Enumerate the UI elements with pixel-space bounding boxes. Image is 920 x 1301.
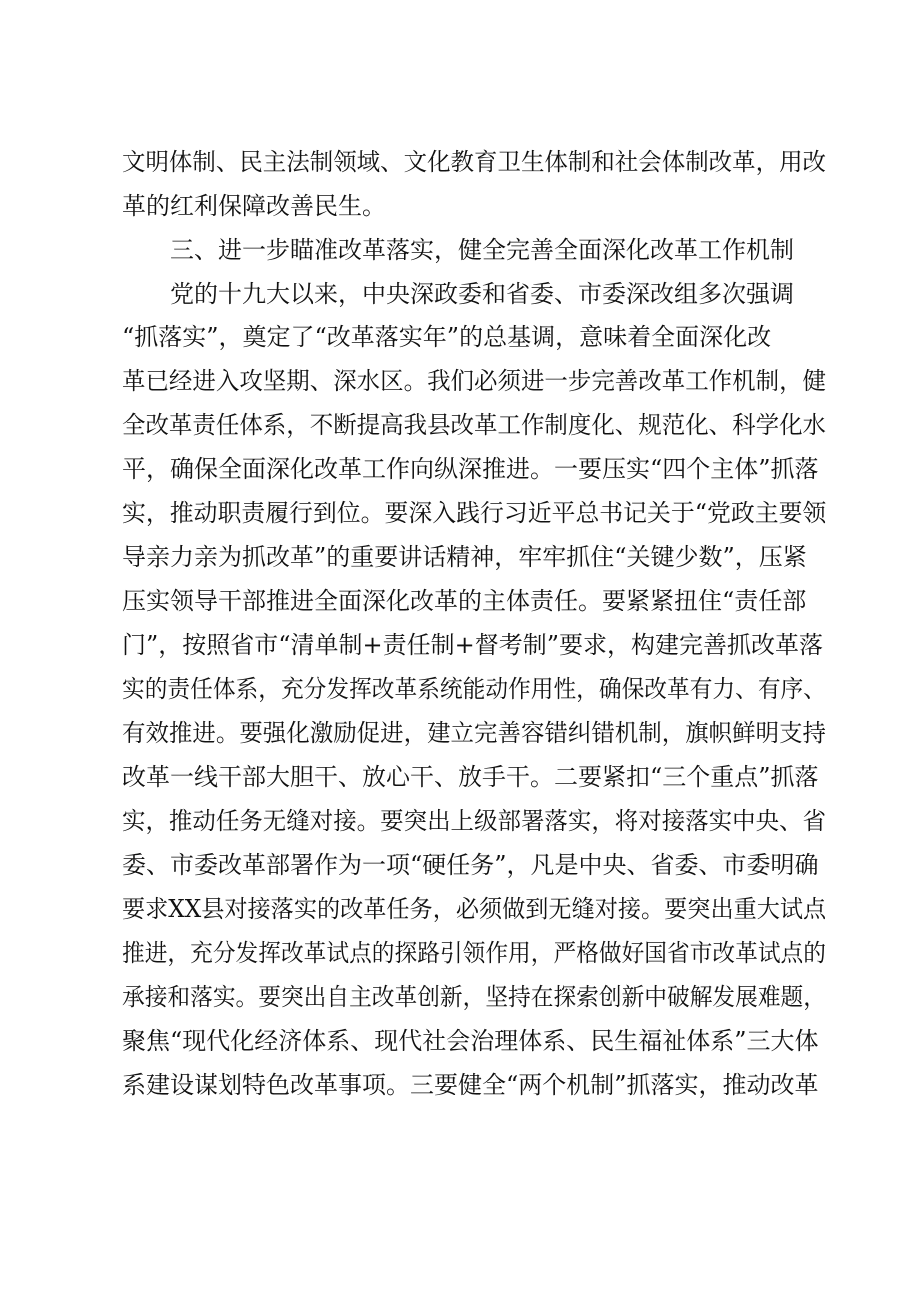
body-line: 党的十九大以来，中央深政委和省委、市委深改组多次强调 (170, 280, 794, 308)
body-line: 要求XX县对接落实的改革任务，必须做到无缝对接。要突出重大试点 (122, 895, 827, 923)
body-line: 导亲力亲为抓改革”的重要讲话精神，牢牢抓住“关键少数”，压紧 (122, 543, 807, 571)
body-line: 实，推动任务无缝对接。要突出上级部署落实，将对接落实中央、省 (122, 807, 827, 835)
body-line: 革已经进入攻坚期、深水区。我们必须进一步完善改革工作机制，健 (122, 367, 827, 395)
body-line: 实的责任体系，充分发挥改革系统能动作用性，确保改革有力、有序、 (122, 675, 826, 703)
body-line: 平，确保全面深化改革工作向纵深推进。一要压实“四个主体”抓落 (122, 455, 819, 483)
body-line: 承接和落实。要突出自主改革创新，坚持在探索创新中破解发展难题， (122, 983, 826, 1011)
body-line: 文明体制、民主法制领域、文化教育卫生体制和社会体制改革，用改 (122, 148, 827, 176)
body-line: 革的红利保障改善民生。 (122, 192, 386, 220)
body-line: 有效推进。要强化激励促进，建立完善容错纠错机制，旗帜鲜明支持 (122, 719, 827, 747)
body-line: 系建设谋划特色改革事项。三要健全“两个机制”抓落实，推动改革 (122, 1071, 819, 1099)
body-line: 实，推动职责履行到位。要深入践行习近平总书记关于“党政主要领 (122, 499, 827, 527)
body-line: 改革一线干部大胆干、放心干、放手干。二要紧扣“三个重点”抓落 (122, 763, 819, 791)
body-line: 门”，按照省市“清单制+责任制+督考制”要求，构建完善抓改革落 (122, 631, 824, 659)
body-line: 全改革责任体系，不断提高我县改革工作制度化、规范化、科学化水 (122, 411, 827, 439)
body-line: 聚焦“现代化经济体系、现代社会治理体系、民生福祉体系”三大体 (122, 1027, 819, 1055)
section-heading: 三、进一步瞄准改革落实，健全完善全面深化改革工作机制 (170, 236, 794, 264)
body-line: “抓落实”，奠定了“改革落实年”的总基调，意味着全面深化改 (122, 323, 772, 351)
body-line: 压实领导干部推进全面深化改革的主体责任。要紧紧扭住“责任部 (122, 587, 807, 615)
body-line: 委、市委改革部署作为一项“硬任务”，凡是中央、省委、市委明确 (122, 851, 819, 879)
body-line: 推进，充分发挥改革试点的探路引领作用，严格做好国省市改革试点的 (122, 939, 826, 967)
